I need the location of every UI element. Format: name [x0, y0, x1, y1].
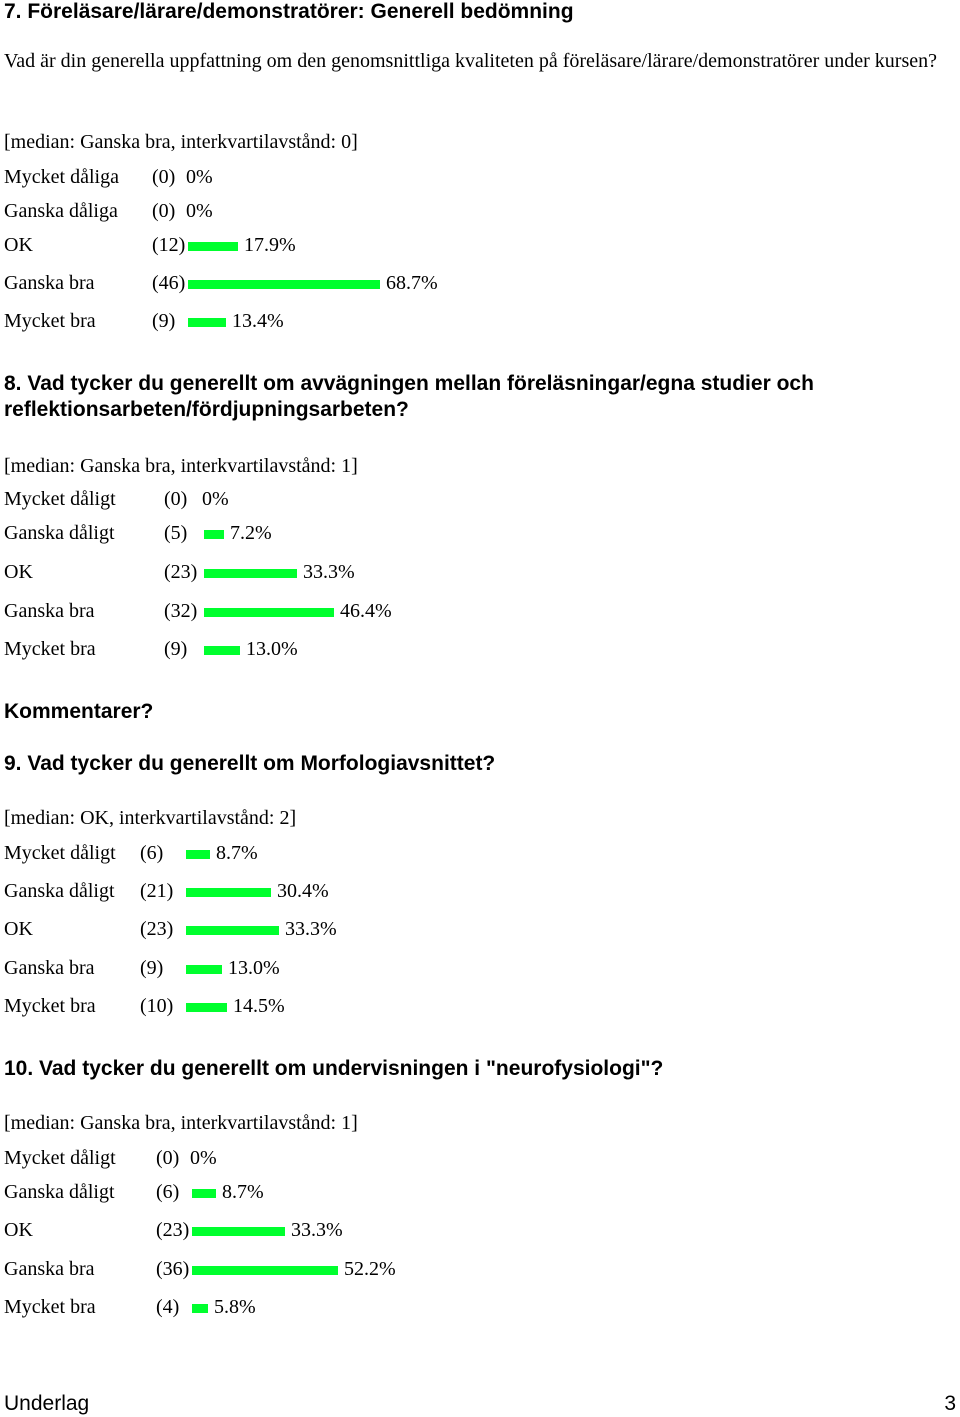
result-count: (9) [164, 638, 188, 660]
section-7-median: [median: Ganska bra, interkvartilavstånd: 0] [4, 131, 358, 153]
section-8-median: [median: Ganska bra, interkvartilavstånd: 1] [4, 455, 358, 477]
section-10-heading: 10. Vad tycker du generellt om undervisningen i "neurofysiologi"? [4, 1057, 664, 1080]
result-percent: 33.3% [303, 561, 355, 583]
result-percent: 52.2% [344, 1258, 396, 1280]
result-percent: 13.0% [228, 957, 280, 979]
result-bar [192, 1227, 285, 1236]
result-count: (23) [140, 918, 174, 940]
result-bar [204, 608, 334, 617]
result-percent: 14.5% [233, 995, 285, 1017]
result-label: Ganska bra [4, 600, 95, 622]
result-label: Ganska dåliga [4, 200, 118, 222]
result-bar [192, 1266, 338, 1275]
result-bar [186, 1003, 227, 1012]
result-bar [192, 1189, 216, 1198]
result-count: (9) [140, 957, 164, 979]
result-count: (36) [156, 1258, 190, 1280]
result-count: (21) [140, 880, 174, 902]
section-7-heading: 7. Föreläsare/lärare/demonstratörer: Generell bedömning [4, 0, 574, 23]
result-label: Ganska dåligt [4, 1181, 115, 1203]
result-count: (10) [140, 995, 174, 1017]
result-count: (4) [156, 1296, 180, 1318]
result-percent: 13.4% [232, 310, 284, 332]
result-label: Mycket bra [4, 310, 96, 332]
result-label: Mycket bra [4, 638, 96, 660]
result-count: (23) [164, 561, 198, 583]
result-bar [186, 888, 271, 897]
section-7-question: Vad är din generella uppfattning om den genomsnittliga kvaliteten på föreläsare/lärare/demonstratörer under kursen? [4, 50, 937, 72]
result-bar [188, 242, 238, 251]
result-label: Mycket bra [4, 995, 96, 1017]
result-count: (0) [164, 488, 188, 510]
result-bar [186, 965, 222, 974]
result-label: Mycket dåliga [4, 166, 119, 188]
result-percent: 13.0% [246, 638, 298, 660]
result-count: (32) [164, 600, 198, 622]
result-percent: 68.7% [386, 272, 438, 294]
page-number: 3 [944, 1392, 956, 1415]
result-percent: 5.8% [214, 1296, 256, 1318]
result-label: Mycket dåligt [4, 1147, 116, 1169]
result-bar [204, 646, 240, 655]
result-percent: 46.4% [340, 600, 392, 622]
result-count: (12) [152, 234, 186, 256]
result-label: Mycket dåligt [4, 842, 116, 864]
result-label: Ganska dåligt [4, 522, 115, 544]
result-bar [192, 1304, 208, 1313]
result-count: (9) [152, 310, 176, 332]
result-percent: 33.3% [291, 1219, 343, 1241]
result-label: OK [4, 1219, 33, 1241]
result-label: Ganska bra [4, 957, 95, 979]
result-count: (46) [152, 272, 186, 294]
footer-label: Underlag [4, 1392, 90, 1415]
result-label: Ganska dåligt [4, 880, 115, 902]
result-percent: 8.7% [222, 1181, 264, 1203]
result-percent: 17.9% [244, 234, 296, 256]
result-bar [186, 926, 279, 935]
result-label: Ganska bra [4, 1258, 95, 1280]
section-8-heading-line1: 8. Vad tycker du generellt om avvägningen mellan föreläsningar/egna studier och [4, 372, 814, 395]
result-bar [204, 569, 297, 578]
result-bar [188, 280, 380, 289]
section-9-median: [median: OK, interkvartilavstånd: 2] [4, 807, 297, 829]
result-percent: 0% [202, 488, 229, 510]
result-bar [204, 530, 224, 539]
result-percent: 0% [186, 166, 213, 188]
result-count: (23) [156, 1219, 190, 1241]
result-bar [186, 850, 210, 859]
result-count: (0) [152, 200, 176, 222]
section-8-heading-line2: reflektionsarbeten/fördjupningsarbeten? [4, 398, 409, 421]
result-percent: 30.4% [277, 880, 329, 902]
result-count: (0) [152, 166, 176, 188]
result-label: Mycket bra [4, 1296, 96, 1318]
result-count: (6) [140, 842, 164, 864]
comments-label: Kommentarer? [4, 700, 154, 723]
result-bar [188, 318, 226, 327]
result-count: (0) [156, 1147, 180, 1169]
section-9-heading: 9. Vad tycker du generellt om Morfologiavsnittet? [4, 752, 496, 775]
result-count: (5) [164, 522, 188, 544]
result-percent: 0% [186, 200, 213, 222]
result-percent: 7.2% [230, 522, 272, 544]
result-percent: 33.3% [285, 918, 337, 940]
result-label: Ganska bra [4, 272, 95, 294]
section-10-median: [median: Ganska bra, interkvartilavstånd: 1] [4, 1112, 358, 1134]
result-percent: 0% [190, 1147, 217, 1169]
result-label: Mycket dåligt [4, 488, 116, 510]
result-percent: 8.7% [216, 842, 258, 864]
result-label: OK [4, 561, 33, 583]
result-label: OK [4, 918, 33, 940]
result-label: OK [4, 234, 33, 256]
result-count: (6) [156, 1181, 180, 1203]
